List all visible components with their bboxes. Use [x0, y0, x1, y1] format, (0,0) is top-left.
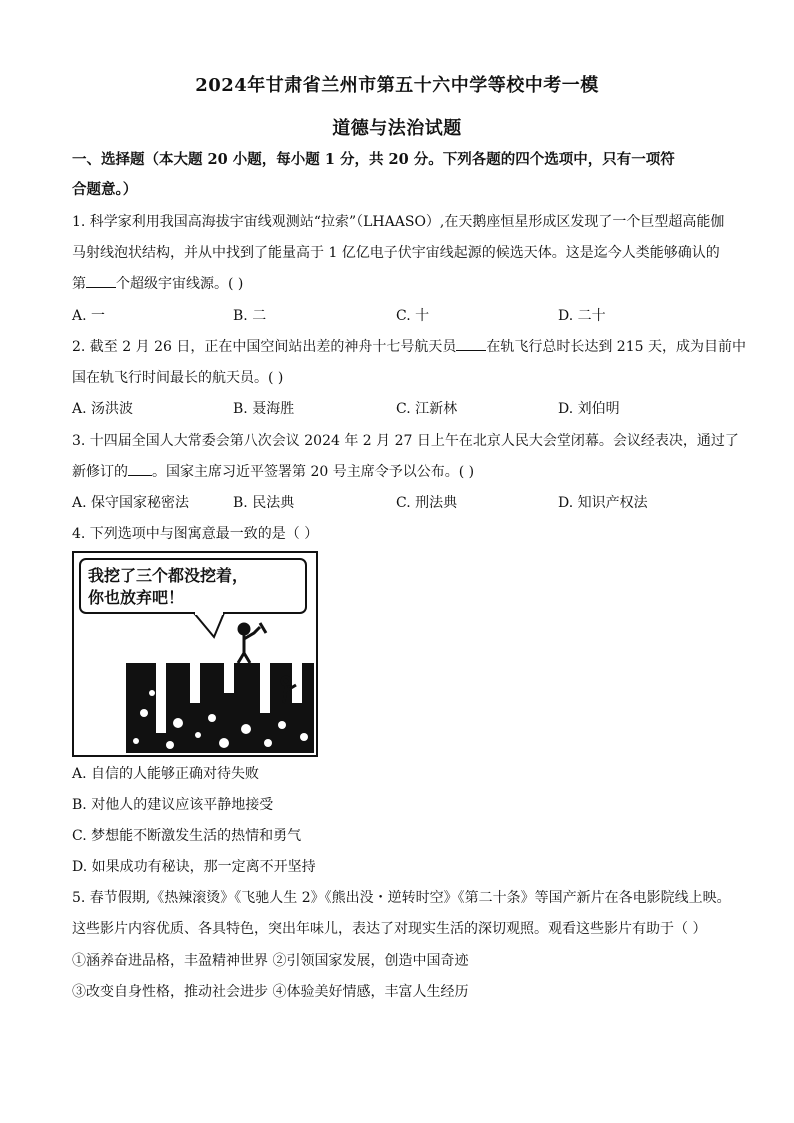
q3-line2 — [72, 462, 728, 482]
q3-line2-post: 。国家主席习近平签署第 20 号主席令予以公布。( ) — [152, 464, 475, 480]
speech-text-line1: 我挖了三个都没挖着， — [88, 566, 249, 585]
q2-line1 — [72, 337, 746, 357]
exam-title: 2024年甘肃省兰州市第五十六中学等校中考一模 — [195, 75, 599, 96]
q2-option-c: C. 江新林 — [396, 401, 458, 417]
section-heading-line2: 合题意。） — [72, 181, 138, 198]
q4-option-a: A. 自信的人能够正确对待失败 — [72, 766, 260, 782]
q2-option-a: A. 汤洪波 — [72, 401, 134, 417]
q2-line2: 国在轨飞行时间最长的航天员。( ) — [72, 370, 284, 386]
q1-line3-post: 个超级宇宙线源。( ) — [116, 276, 244, 292]
q4-option-d: D. 如果成功有秘诀，那一定离不开坚持 — [72, 859, 316, 875]
q3-line1: 3. 十四届全国人大常委会第八次会议 2024 年 2 月 27 日上午在北京人民大会堂闭幕。会议经表决，通过了 — [72, 433, 739, 449]
q5-statements-1-2: ①涵养奋进品格，丰盈精神世界 ②引领国家发展，创造中国奇迹 — [72, 953, 469, 969]
q2-line1-pre: 2. 截至 2 月 26 日，正在中国空间站出差的神舟十七号航天员 — [72, 339, 457, 355]
q5-statements-3-4: ③改变自身性格，推动社会进步 ④体验美好情感，丰富人生经历 — [72, 984, 469, 1000]
q1-line3-pre: 第 — [72, 276, 86, 292]
speech-text-line2: 你也放弃吧！ — [88, 588, 185, 607]
q1-option-d: D. 二十 — [558, 308, 606, 324]
q3-option-a: A. 保守国家秘密法 — [72, 495, 190, 511]
q1-option-b: B. 二 — [233, 308, 267, 324]
q4-option-b: B. 对他人的建议应该平静地接受 — [72, 797, 274, 813]
digger-on-top — [238, 623, 266, 663]
q3-option-d: D. 知识产权法 — [558, 495, 648, 511]
exam-subtitle: 道德与法治试题 — [332, 118, 462, 139]
q4-cartoon — [72, 551, 318, 757]
q1-line2: 马射线泡状结构，并从中找到了能量高于 1 亿亿电子伏宇宙线起源的候选天体。这是迄今人类能够确认的 — [72, 245, 720, 261]
section-heading-line1: 一、选择题（本大题 20 小题，每小题 1 分，共 20 分。下列各题的四个选项中，只有一项符 — [72, 151, 675, 168]
q3-option-b: B. 民法典 — [233, 495, 295, 511]
speech-bubble-tail — [194, 613, 224, 637]
q3-option-c: C. 刑法典 — [396, 495, 458, 511]
q2-option-b: B. 聂海胜 — [233, 401, 295, 417]
q1-line1: 1. 科学家利用我国高海拔宇宙线观测站“拉索”（LHAASO）,在天鹅座恒星形成区发现了一个巨型超高能伽 — [72, 214, 725, 230]
q5-line2: 这些影片内容优质、各具特色，突出年味儿，表达了对现实生活的深切观照。观看这些影片有助于（ ） — [72, 921, 707, 937]
q1-option-a: A. 一 — [72, 308, 106, 324]
q3-line2-pre: 新修订的 — [72, 464, 128, 480]
q3-answer-blank — [128, 463, 152, 476]
q1-line3 — [72, 274, 728, 294]
q2-option-d: D. 刘伯明 — [558, 401, 620, 417]
cartoon-illustration — [74, 553, 316, 755]
q4-stem: 4. 下列选项中与图寓意最一致的是（ ） — [72, 526, 319, 542]
q2-line1-post: 在轨飞行总时长达到 215 天，成为目前中 — [486, 339, 746, 355]
q1-answer-blank — [86, 275, 116, 288]
q5-line1: 5. 春节假期,《热辣滚烫》《飞驰人生 2》《熊出没・逆转时空》《第二十条》等国产新片在各电影院线上映。 — [72, 890, 731, 906]
q2-answer-blank — [456, 338, 486, 351]
q4-option-c: C. 梦想能不断激发生活的热情和勇气 — [72, 828, 302, 844]
q1-option-c: C. 十 — [396, 308, 430, 324]
